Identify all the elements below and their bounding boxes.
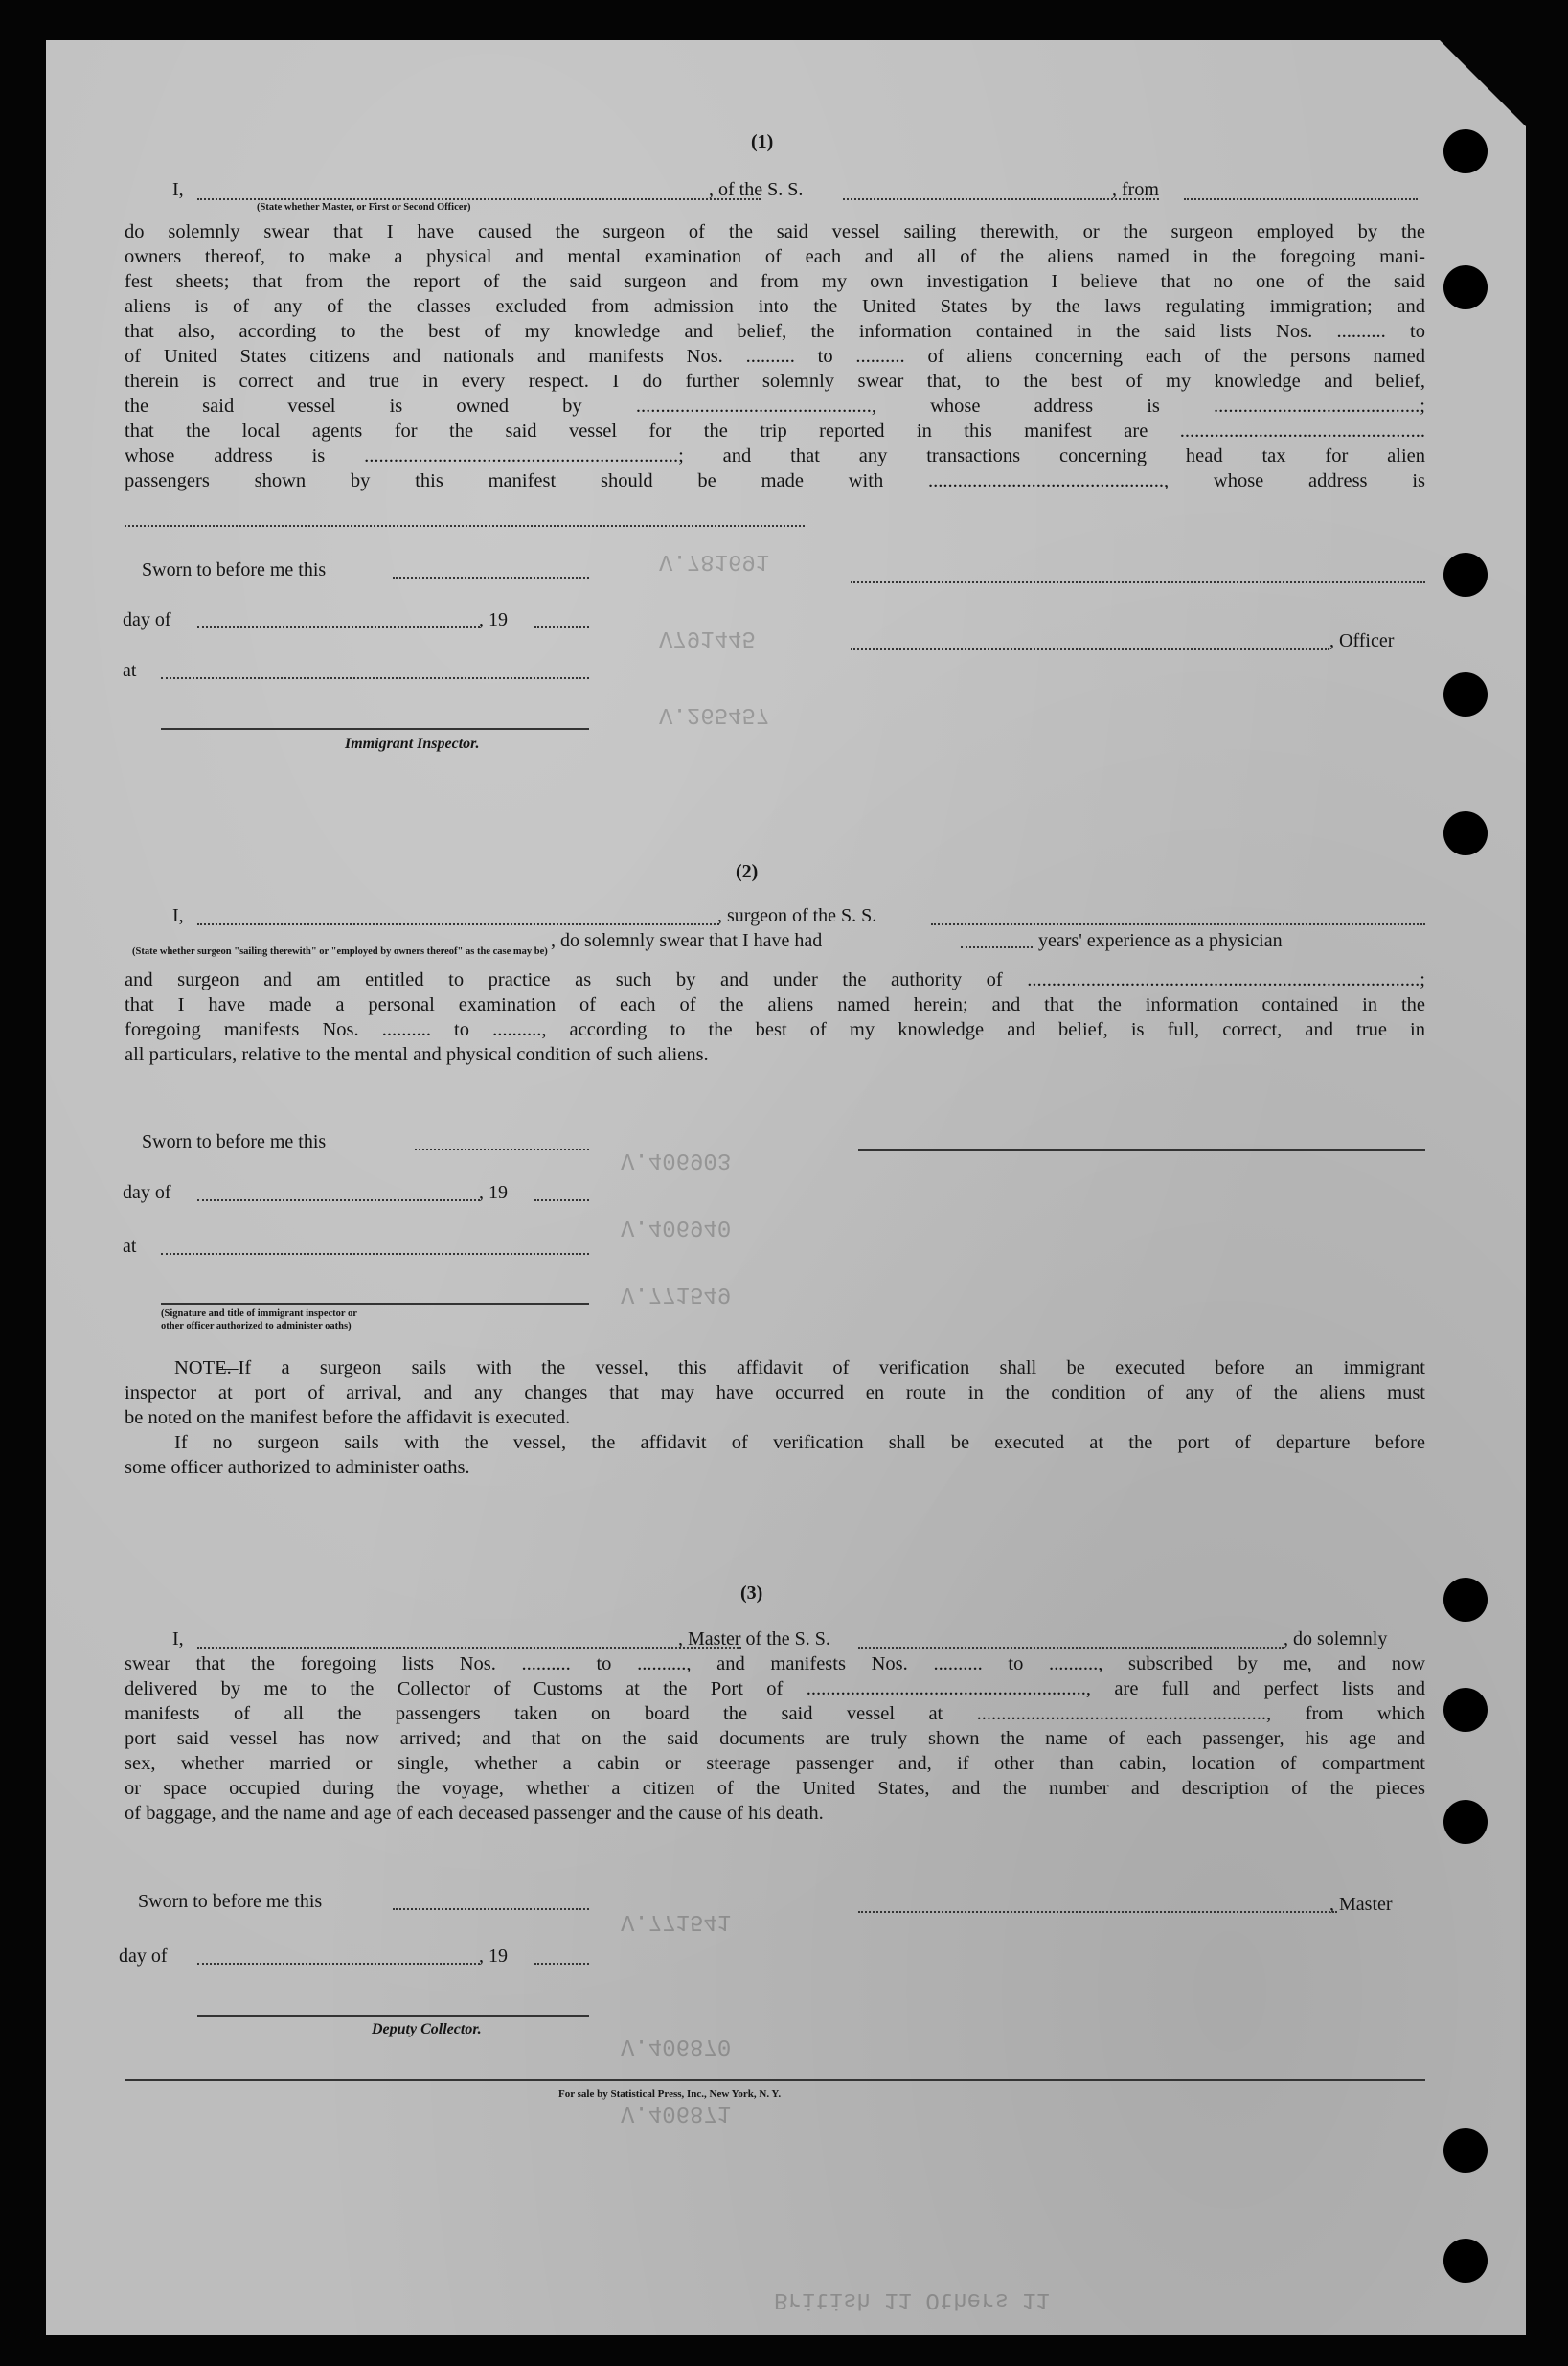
s1-signature-field[interactable] bbox=[851, 581, 1425, 583]
s3-sworn-date-field[interactable] bbox=[393, 1908, 589, 1910]
s1-head-tax-address-field[interactable] bbox=[125, 525, 805, 527]
s1-paragraph-line: the said vessel is owned by ................................................, whose address is ..........................................; bbox=[125, 396, 1425, 417]
s2-day-of-label: day of bbox=[123, 1182, 171, 1203]
s1-officer-caption: (State whether Master, or First or Second Officer) bbox=[257, 202, 471, 213]
s2-paragraph-last-line: all particulars, relative to the mental and physical condition of such aliens. bbox=[125, 1044, 709, 1065]
s2-sworn-label: Sworn to before me this bbox=[142, 1131, 327, 1152]
s3-paragraph-last-line: of baggage, and the name and age of each deceased passenger and the cause of his death. bbox=[125, 1803, 824, 1824]
s1-day-of-field[interactable] bbox=[197, 626, 480, 628]
s3-sworn-label: Sworn to before me this bbox=[138, 1891, 323, 1912]
bleed-through-text: V791445 bbox=[659, 625, 756, 650]
s1-sworn-date-field[interactable] bbox=[393, 577, 589, 579]
s2-surgeon-caption: (State whether surgeon "sailing therewith" or "employed by owners thereof" as the case may be) bbox=[132, 946, 548, 957]
s2-sworn-date-field[interactable] bbox=[415, 1149, 589, 1150]
punch-hole bbox=[1443, 553, 1488, 597]
punch-hole bbox=[1443, 1578, 1488, 1622]
note-line: be noted on the manifest before the affidavit is executed. bbox=[125, 1407, 571, 1428]
s1-name-field[interactable] bbox=[197, 198, 761, 200]
s3-collector-caption: Deputy Collector. bbox=[372, 2021, 482, 2037]
note-line: inspector at port of arrival, and any changes that may have occurred en route in the condition of any of the aliens must bbox=[125, 1382, 1425, 1403]
bleed-through-text: V.771549 bbox=[621, 1281, 732, 1307]
torn-corner bbox=[1440, 40, 1526, 126]
s3-ship-name-field[interactable] bbox=[858, 1647, 1284, 1649]
footer-rule bbox=[125, 2079, 1425, 2081]
punch-hole bbox=[1443, 672, 1488, 717]
s3-year-label: , 19 bbox=[479, 1945, 508, 1967]
s1-from-field[interactable] bbox=[1184, 198, 1418, 200]
s3-master-signature-field[interactable] bbox=[858, 1911, 1337, 1913]
s2-year-label: , 19 bbox=[479, 1182, 508, 1203]
bleed-through-text: V.771541 bbox=[621, 1908, 732, 1934]
s1-sworn-label: Sworn to before me this bbox=[142, 559, 327, 580]
punch-hole bbox=[1443, 2128, 1488, 2173]
note-line: some officer authorized to administer oaths. bbox=[125, 1457, 470, 1478]
s1-paragraph-line: owners thereof, to make a physical and mental examination of each and all of the aliens named in the foregoing mani- bbox=[125, 246, 1425, 267]
s1-paragraph-line: that also, according to the best of my knowledge and belief, the information contained in the said lists Nos. .......... to bbox=[125, 321, 1425, 342]
s1-from-label: , from bbox=[1112, 179, 1159, 200]
bleed-through-text: V.265457 bbox=[659, 701, 770, 727]
s2-signature-caption: other officer authorized to administer oaths) bbox=[161, 1321, 352, 1331]
s3-paragraph-line: port said vessel has now arrived; and that on the said documents are truly shown the name of each passenger, his age and bbox=[125, 1728, 1425, 1749]
s3-i-label: I, bbox=[172, 1628, 184, 1649]
s2-paragraph-line: that I have made a personal examination of each of the aliens named herein; and that the information contained in the bbox=[125, 994, 1425, 1015]
s2-at-label: at bbox=[123, 1236, 137, 1257]
s2-paragraph-line: and surgeon and am entitled to practice as such by and under the authority of ................................................................................; bbox=[125, 969, 1425, 990]
section-2-number: (2) bbox=[736, 861, 759, 882]
s1-inspector-signature-line[interactable] bbox=[161, 728, 589, 730]
s1-at-field[interactable] bbox=[161, 677, 589, 679]
bleed-through-text: British 11 Others 11 bbox=[774, 2286, 1051, 2312]
bleed-through-text: V.406871 bbox=[621, 2100, 732, 2126]
s2-paragraph-line: foregoing manifests Nos. .......... to .........., according to the best of my knowledge and belief, is full, correct, and true in bbox=[125, 1019, 1425, 1040]
punch-hole bbox=[1443, 2239, 1488, 2283]
s1-paragraph-line: that the local agents for the said vessel for the trip reported in this manifest are .................................................. bbox=[125, 421, 1425, 442]
s3-do-solemnly-label: , do solemnly bbox=[1284, 1628, 1388, 1649]
note-line: —If a surgeon sails with the vessel, this affidavit of verification shall be executed before an immigrant bbox=[218, 1357, 1425, 1378]
s1-officer-field[interactable] bbox=[851, 648, 1329, 650]
s3-master-label: , Master bbox=[1329, 1894, 1393, 1915]
s1-paragraph-line: passengers shown by this manifest should be made with ................................................, whose address is bbox=[125, 470, 1425, 491]
s3-collector-signature-line[interactable] bbox=[197, 2015, 589, 2017]
s1-i-label: I, bbox=[172, 179, 184, 200]
s2-ship-name-field[interactable] bbox=[931, 923, 1425, 925]
s3-year-field[interactable] bbox=[534, 1963, 589, 1965]
printer-imprint: For sale by Statistical Press, Inc., New York, N. Y. bbox=[558, 2088, 782, 2100]
s3-paragraph-line: sex, whether married or single, whether a cabin or steerage passenger and, if other than cabin, location of compartment bbox=[125, 1753, 1425, 1774]
punch-hole bbox=[1443, 811, 1488, 855]
s3-paragraph-line: delivered by me to the Collector of Customs at the Port of ........................................................., are full and perfect lists and bbox=[125, 1678, 1425, 1699]
s2-i-label: I, bbox=[172, 905, 184, 926]
s1-paragraph-line: therein is correct and true in every respect. I do further solemnly swear that, to the best of my knowledge and belief, bbox=[125, 371, 1425, 392]
bleed-through-text: V.406940 bbox=[621, 1214, 732, 1240]
s1-paragraph-line: aliens is of any of the classes excluded from admission into the United States by the laws regulating immigration; and bbox=[125, 296, 1425, 317]
punch-hole bbox=[1443, 129, 1488, 173]
s1-officer-label: , Officer bbox=[1329, 630, 1395, 651]
s2-solemnly-label: , do solemnly swear that I have had bbox=[551, 930, 823, 951]
bleed-through-text: V.781691 bbox=[659, 548, 770, 574]
s1-paragraph-line: do solemnly swear that I have caused the surgeon of the said vessel sailing therewith, or the surgeon employed by the bbox=[125, 221, 1425, 242]
s1-at-label: at bbox=[123, 660, 137, 681]
s1-of-ss-label: , of the S. S. bbox=[709, 179, 804, 200]
bleed-through-text: V.406870 bbox=[621, 2033, 732, 2059]
s2-day-of-field[interactable] bbox=[197, 1199, 480, 1201]
s2-signature-caption: (Signature and title of immigrant inspector or bbox=[161, 1308, 357, 1319]
s2-years-label: years' experience as a physician bbox=[1038, 930, 1283, 951]
s3-day-of-field[interactable] bbox=[197, 1963, 480, 1965]
punch-hole bbox=[1443, 265, 1488, 309]
s1-inspector-caption: Immigrant Inspector. bbox=[345, 736, 480, 752]
s3-paragraph-line: manifests of all the passengers taken on board the said vessel at ..........................................................., from which bbox=[125, 1703, 1425, 1724]
note-line: If no surgeon sails with the vessel, the affidavit of verification shall be executed at the port of departure before bbox=[174, 1432, 1425, 1453]
section-1-number: (1) bbox=[751, 131, 774, 152]
punch-hole bbox=[1443, 1688, 1488, 1732]
section-3-number: (3) bbox=[740, 1582, 763, 1604]
note-label: NOTE. bbox=[174, 1357, 232, 1378]
s1-year-field[interactable] bbox=[534, 626, 589, 628]
s3-paragraph-line: swear that the foregoing lists Nos. .......... to .........., and manifests Nos. .......... to .........., subscribed by me, and now bbox=[125, 1653, 1425, 1674]
s2-year-field[interactable] bbox=[534, 1199, 589, 1201]
s3-day-of-label: day of bbox=[119, 1945, 168, 1967]
bleed-through-text: V.406903 bbox=[621, 1147, 732, 1172]
s3-paragraph-line: or space occupied during the voyage, whether a citizen of the United States, and the number and description of the pieces bbox=[125, 1778, 1425, 1799]
s2-years-field[interactable] bbox=[961, 946, 1033, 948]
punch-hole bbox=[1443, 1800, 1488, 1844]
s2-signature-line[interactable] bbox=[858, 1149, 1425, 1151]
s1-paragraph-line: fest sheets; that from the report of the said surgeon and from my own investigation I believe that no one of the said bbox=[125, 271, 1425, 292]
s1-paragraph-line: of United States citizens and nationals and manifests Nos. .......... to .......... of aliens concerning each of the persons named bbox=[125, 346, 1425, 367]
s3-name-field[interactable] bbox=[197, 1647, 741, 1649]
s1-paragraph-line: whose address is ................................................................; and that any transactions concerning head tax for alien bbox=[125, 445, 1425, 466]
s3-master-of-label: , Master of the S. S. bbox=[678, 1628, 830, 1649]
s1-year-label: , 19 bbox=[479, 609, 508, 630]
s2-at-field[interactable] bbox=[161, 1253, 589, 1255]
s1-day-of-label: day of bbox=[123, 609, 171, 630]
manifest-page bbox=[46, 40, 1526, 2335]
s2-name-field[interactable] bbox=[197, 923, 719, 925]
s2-surgeon-of-label: , surgeon of the S. S. bbox=[717, 905, 877, 926]
s2-inspector-signature-line[interactable] bbox=[161, 1303, 589, 1305]
